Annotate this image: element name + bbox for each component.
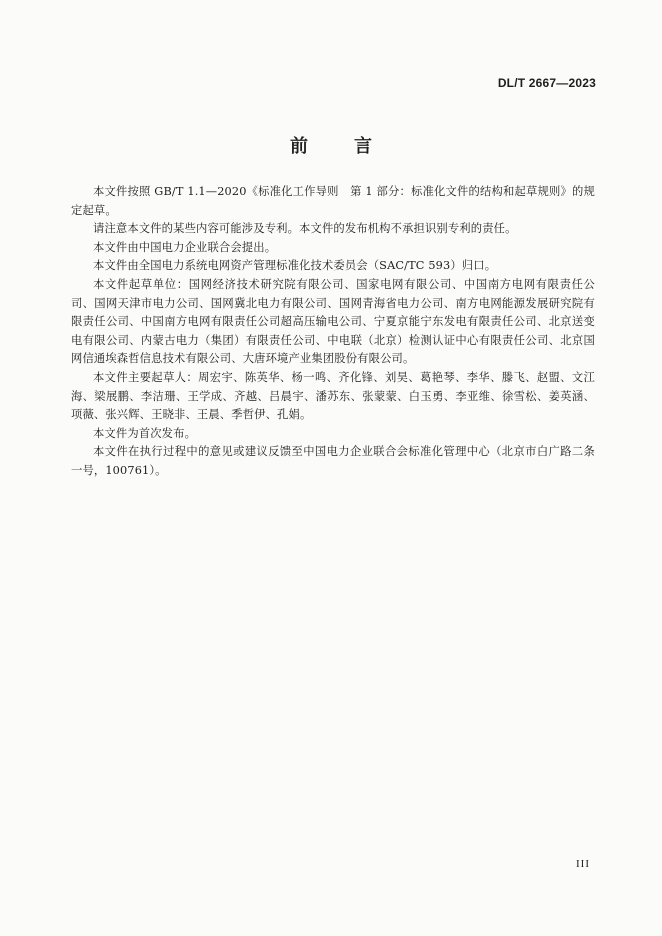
paragraph-first-release: 本文件为首次发布。 <box>93 426 197 440</box>
paragraph-feedback: 本文件在执行过程中的意见或建议反馈至中国电力企业联合会标准化管理中心（北京市白广路二条一号，100761）。 <box>71 445 595 477</box>
paragraph-drafting-units: 本文件起草单位：国网经济技术研究院有限公司、国家电网有限公司、中国南方电网有限责任公司、国网天津市电力公司、国网冀北电力有限公司、国网青海省电力公司、南方电网能源发展研究院有限责任公司、中国南方电网有限责任公司超高压输电公司、宁夏京能宁东发电有限责任公司、北京送变电有限公司、内蒙古电力（集团）有限责任公司、中电联（北京）检测认证中心有限责任公司、北京国网信通埃森哲信息技术有限公司、大唐环境产业集团股份有限公司。 <box>71 277 595 366</box>
foreword-body <box>71 183 595 481</box>
paragraph-committee: 本文件由全国电力系统电网资产管理标准化技术委员会（SAC/TC 593）归口。 <box>93 259 497 273</box>
document-code: DL/T 2667—2023 <box>497 76 596 90</box>
page-number: III <box>576 858 590 870</box>
paragraph-patent-notice: 请注意本文件的某些内容可能涉及专利。本文件的发布机构不承担识别专利的责任。 <box>93 222 517 236</box>
paragraph-proposer: 本文件由中国电力企业联合会提出。 <box>93 240 277 254</box>
paragraph-drafting-rules: 本文件按照 GB/T 1.1—2020《标准化工作导则 第 1 部分：标准化文件的结构和起草规则》的规定起草。 <box>71 185 595 217</box>
paragraph-drafters: 本文件主要起草人：周宏宇、陈英华、杨一鸣、齐化锋、刘昊、葛艳琴、李华、滕飞、赵盟、文江海、梁展鹏、李洁珊、王学成、齐越、吕晨宇、潘苏东、张蒙蒙、白玉勇、李亚维、徐雪松、姜英涵、项薇、张兴辉、王晓非、王晨、季哲伊、孔娟。 <box>71 370 595 422</box>
page-title: 前言 <box>290 136 418 157</box>
